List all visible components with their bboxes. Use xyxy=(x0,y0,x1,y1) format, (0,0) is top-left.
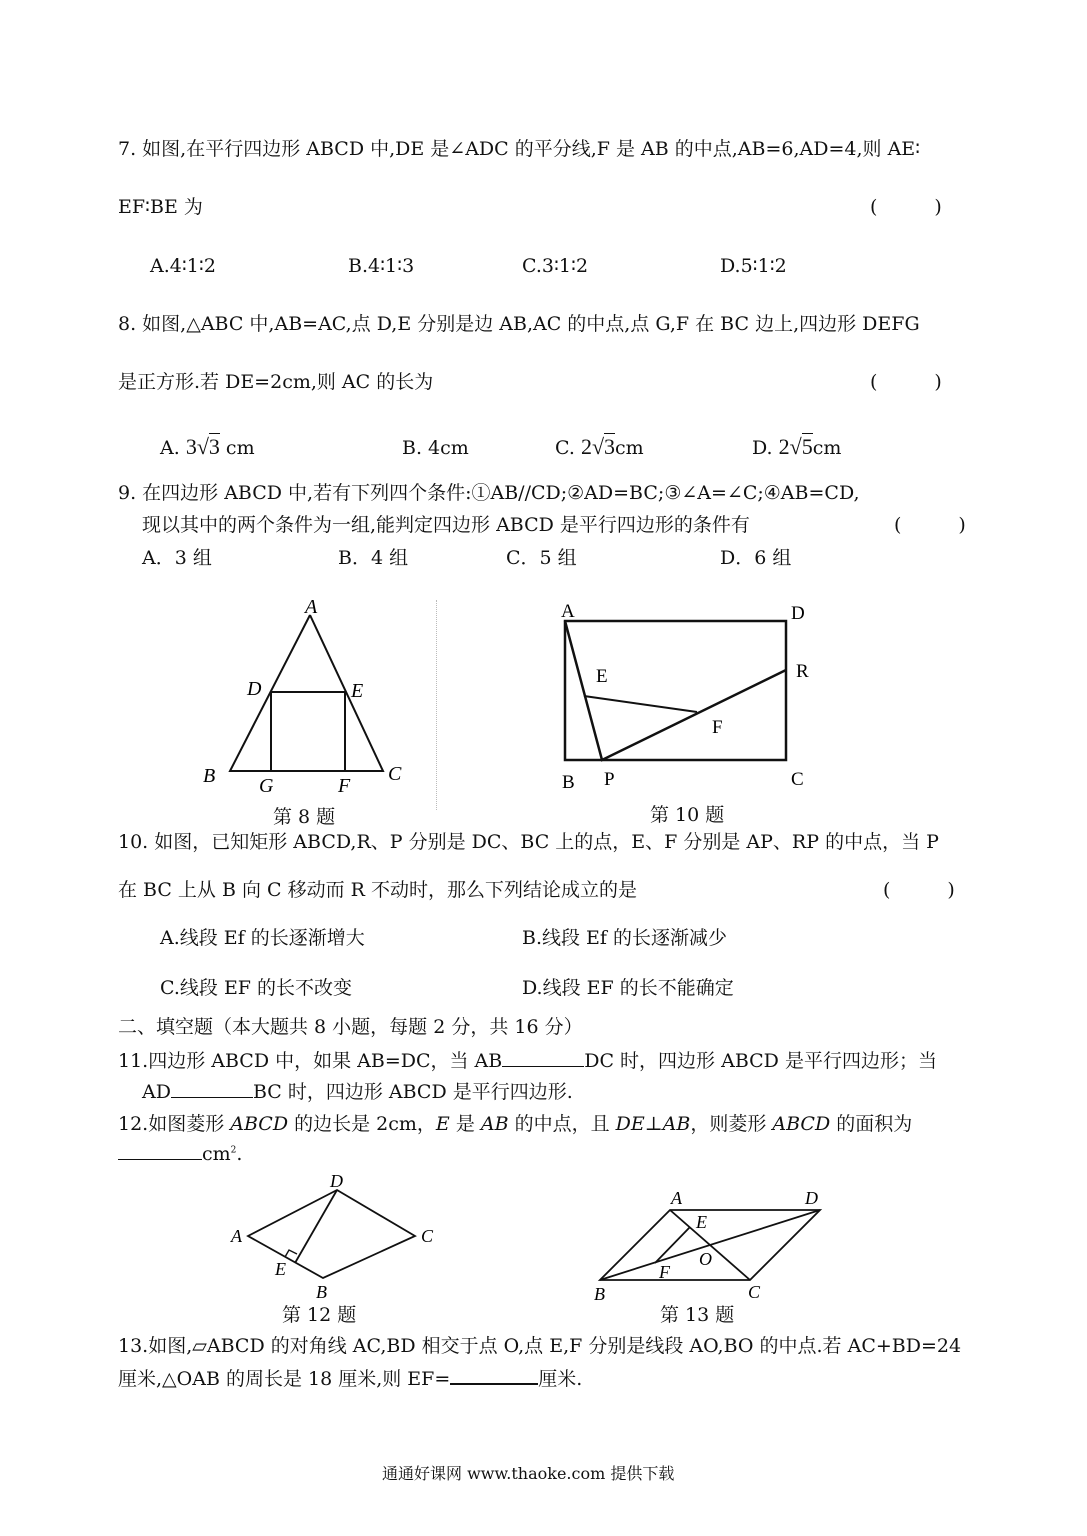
fig13-label-d: D xyxy=(805,1188,818,1208)
q13-line2-b: 厘米. xyxy=(538,1368,583,1390)
fig10-label-c: C xyxy=(791,769,804,790)
q8-option-a xyxy=(160,436,255,458)
fig12-label-a: A xyxy=(231,1226,242,1246)
q8-option-a-radicand: 3 xyxy=(208,434,220,459)
q8-answer-paren: ( ) xyxy=(870,371,942,393)
fig12-label-e: E xyxy=(275,1259,286,1279)
q9-option-b: B．4 组 xyxy=(338,547,409,569)
q8-option-d xyxy=(752,436,841,458)
q8-line2: 是正方形.若 DE=2cm,则 AC 的长为 xyxy=(118,371,434,393)
fig8-label-a: A xyxy=(305,596,318,618)
q10-option-d: D.线段 EF 的长不能确定 xyxy=(522,977,734,999)
q8-option-a-unit: cm xyxy=(219,437,255,459)
fig10-label-a: A xyxy=(561,601,575,622)
fig13-label-o: O xyxy=(699,1249,712,1269)
q12-unit: cm xyxy=(202,1143,231,1165)
fig12-label-d: D xyxy=(330,1171,343,1191)
fig10-label-e: E xyxy=(596,666,608,687)
q8-option-b-text: 4cm xyxy=(428,437,469,459)
q8-option-d-radicand: 5 xyxy=(801,434,813,459)
q12-mid-3: 的中点，且 xyxy=(508,1113,616,1135)
q12-end: . xyxy=(236,1143,243,1165)
q8-option-c xyxy=(555,436,644,458)
q11-line2 xyxy=(142,1083,573,1102)
q9-option-d: D．6 组 xyxy=(720,547,792,569)
q13-line2 xyxy=(118,1370,582,1389)
figure-12 xyxy=(225,1168,445,1308)
sqrt-icon: √ xyxy=(789,434,802,459)
q9-option-a: A．3 组 xyxy=(142,547,212,569)
q11-blank-2[interactable] xyxy=(171,1097,253,1098)
q9-option-c: C．5 组 xyxy=(506,547,577,569)
q12-var-e: E xyxy=(435,1113,450,1135)
q13-line2-a: 厘米,△OAB 的周长是 18 厘米,则 EF= xyxy=(118,1368,451,1390)
q12-var-ab: AB xyxy=(480,1113,509,1135)
q8-option-a-label: A. xyxy=(160,437,186,459)
segment-ap-rp xyxy=(565,621,786,760)
q8-option-b xyxy=(402,439,469,458)
q9-answer-paren: ( ) xyxy=(894,514,966,536)
fig10-label-p: P xyxy=(604,769,615,790)
q8-line1: 8. 如图,△ABC 中,AB=AC,点 D,E 分别是边 AB,AC 的中点,点 G,F 在 BC 边上,四边形 DEFG xyxy=(118,313,920,335)
rhombus-abcd xyxy=(248,1190,415,1278)
q12-perp: ⊥ xyxy=(644,1113,663,1135)
q12-var-abcd: ABCD xyxy=(230,1113,289,1135)
q10-line1: 10. 如图，已知矩形 ABCD,R、P 分别是 DC、BC 上的点，E、F 分别是 AP、RP 的中点，当 P xyxy=(118,831,939,853)
figure-10 xyxy=(555,596,825,796)
fig10-label-b: B xyxy=(562,772,575,793)
right-angle-mark xyxy=(285,1250,297,1257)
divider-dots xyxy=(436,600,438,810)
q7-option-c: C.3∶1∶2 xyxy=(522,255,589,277)
q12-unit-sup: 2 xyxy=(230,1145,237,1156)
diagonal-bd xyxy=(600,1210,820,1280)
fig10-label-f: F xyxy=(712,717,723,738)
sqrt-icon: √ xyxy=(591,434,605,459)
rectangle-abcd xyxy=(565,621,786,760)
fig8-label-f: F xyxy=(338,775,351,797)
q8-option-c-label: C. xyxy=(555,437,581,459)
q8-option-d-unit: cm xyxy=(812,437,842,459)
q10-answer-paren: ( ) xyxy=(883,879,955,901)
fig8-caption: 第 8 题 xyxy=(273,806,336,828)
fig13-caption: 第 13 题 xyxy=(660,1304,735,1326)
q7-option-b: B.4∶1∶3 xyxy=(348,255,415,277)
q12-line1 xyxy=(118,1115,912,1134)
q12-blank[interactable] xyxy=(118,1159,202,1160)
fig8-label-e: E xyxy=(351,680,364,702)
fig8-label-b: B xyxy=(203,765,216,787)
figure-13 xyxy=(585,1180,845,1305)
q8-option-c-unit: cm xyxy=(615,437,644,459)
section-2-heading: 二、填空题（本大题共 8 小题，每题 2 分，共 16 分） xyxy=(118,1016,583,1038)
fig8-label-c: C xyxy=(388,763,402,785)
q7-option-d: D.5∶1∶2 xyxy=(720,255,787,277)
q11-line2-b: BC 时，四边形 ABCD 是平行四边形. xyxy=(252,1081,573,1103)
q8-option-d-label: D. xyxy=(752,437,779,459)
q7-line2: EF∶BE 为 xyxy=(118,196,203,218)
q11-blank-1[interactable] xyxy=(502,1066,584,1067)
q12-mid-6: 的面积为 xyxy=(830,1113,913,1135)
q9-line1: 9. 在四边形 ABCD 中,若有下列四个条件:①AB//CD;②AD=BC;③∠A=∠C;④AB=CD, xyxy=(118,482,860,504)
fig13-label-a: A xyxy=(671,1188,682,1208)
fig13-label-c: C xyxy=(748,1282,761,1302)
q11-line1-b: DC 时，四边形 ABCD 是平行四边形；当 xyxy=(584,1050,937,1072)
q12-line2 xyxy=(118,1145,242,1164)
q10-option-a: A.线段 Ef 的长逐渐增大 xyxy=(160,927,365,949)
q12-mid-5: ，则菱形 xyxy=(690,1113,773,1135)
q12-var-abcd-2: ABCD xyxy=(772,1113,831,1135)
fig8-label-g: G xyxy=(259,775,274,797)
q11-line2-a: AD xyxy=(142,1081,171,1103)
figure-8 xyxy=(195,590,425,830)
q8-option-d-coef: 2 xyxy=(778,434,790,459)
fig10-caption: 第 10 题 xyxy=(650,804,725,826)
q8-option-b-label: B. xyxy=(402,437,429,459)
q11-line1 xyxy=(118,1052,937,1071)
fig12-caption: 第 12 题 xyxy=(282,1304,357,1326)
q13-line1: 13.如图,▱ABCD 的对角线 AC,BD 相交于点 O,点 E,F 分别是线段 AO,BO 的中点.若 AC+BD=24 xyxy=(118,1335,962,1357)
fig8-label-d: D xyxy=(247,678,262,700)
sqrt-icon: √ xyxy=(196,434,209,459)
q7-answer-paren: ( ) xyxy=(870,196,942,218)
q9-line2: 现以其中的两个条件为一组,能判定四边形 ABCD 是平行四边形的条件有 xyxy=(142,514,750,536)
fig13-label-f: F xyxy=(659,1262,670,1282)
q10-line2: 在 BC 上从 B 向 C 移动而 R 不动时，那么下列结论成立的是 xyxy=(118,879,637,901)
fig10-label-r: R xyxy=(796,661,809,682)
fig13-label-e: E xyxy=(696,1212,707,1232)
fig12-label-c: C xyxy=(421,1226,434,1246)
fig13-label-b: B xyxy=(594,1284,605,1304)
q8-option-c-radicand: 3 xyxy=(604,434,616,459)
q12-mid-1: 的边长是 2cm， xyxy=(288,1113,436,1135)
q11-line1-a: 11.四边形 ABCD 中，如果 AB=DC，当 AB xyxy=(118,1050,503,1072)
q7-option-a: A.4∶1∶2 xyxy=(150,255,216,277)
q13-blank[interactable] xyxy=(450,1383,538,1385)
q12-var-ab-2: AB xyxy=(662,1113,691,1135)
q8-option-c-coef: 2 xyxy=(580,434,592,459)
q12-mid-2: 是 xyxy=(449,1113,481,1135)
q7-line1: 7. 如图,在平行四边形 ABCD 中,DE 是∠ADC 的平分线,F 是 AB 的中点,AB=6,AD=4,则 AE∶ xyxy=(118,138,921,160)
q10-option-b: B.线段 Ef 的长逐渐减少 xyxy=(522,927,727,949)
fig10-label-d: D xyxy=(791,603,805,624)
q12-prefix: 12.如图菱形 xyxy=(118,1113,231,1135)
q10-option-c: C.线段 EF 的长不改变 xyxy=(160,977,353,999)
q8-option-a-coef: 3 xyxy=(185,434,197,459)
fig12-label-b: B xyxy=(316,1282,327,1302)
q12-var-de: DE xyxy=(615,1113,645,1135)
segment-ef xyxy=(584,696,697,712)
page-footer: 通通好课网 www.thaoke.com 提供下载 xyxy=(382,1464,675,1483)
square-defg xyxy=(271,692,345,771)
